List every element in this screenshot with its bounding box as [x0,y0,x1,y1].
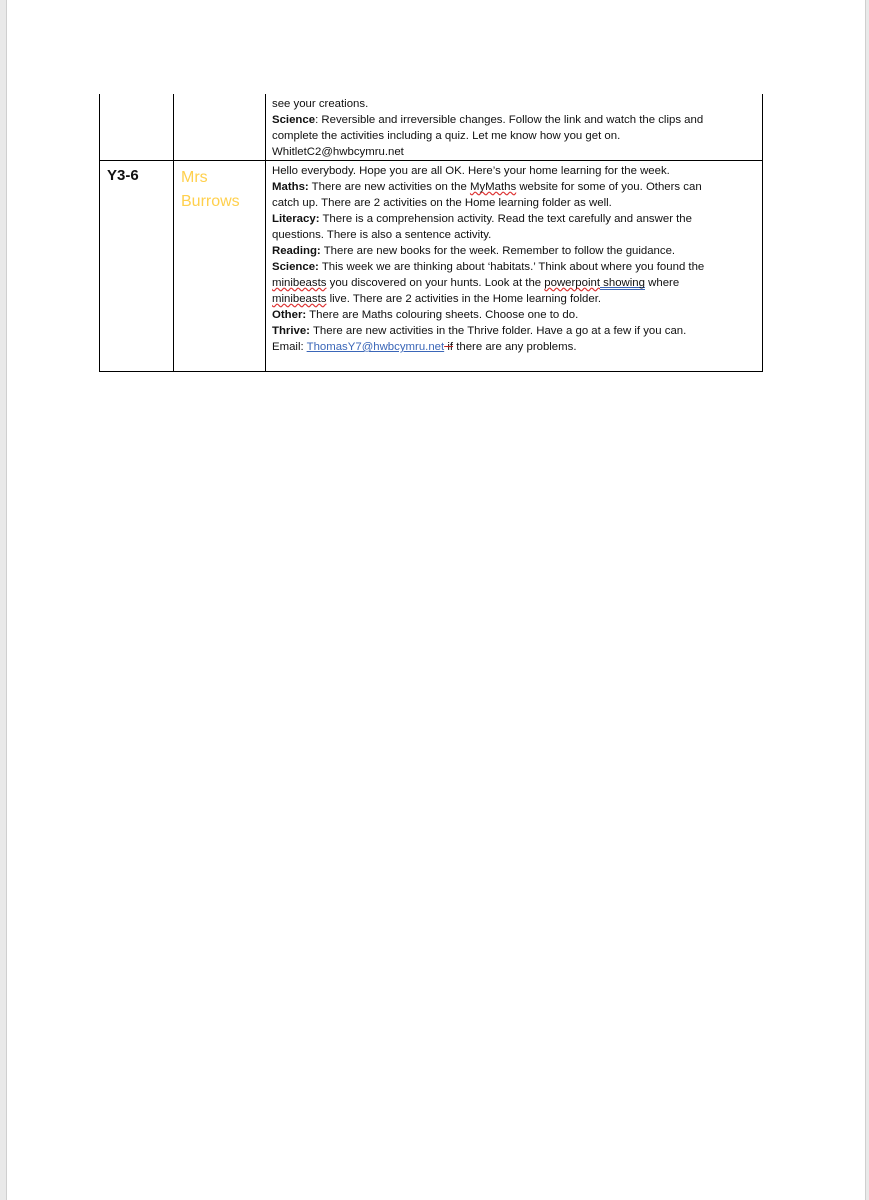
reading-line [272,243,758,259]
year-cell [100,161,174,372]
science-text: live. There are 2 activities in the Home learning folder. [326,293,602,305]
maths-label: Maths: [272,181,309,193]
text-line: complete the activities including a quiz. Let me know how you get on. [272,130,621,142]
science-text: where [644,277,680,289]
science-line [272,112,758,128]
email-link[interactable]: ThomasY7@hwbcymru.net [306,341,445,353]
minibeasts-word: minibeasts [272,293,327,305]
activities-cell [266,161,763,372]
reading-text: There are new books for the week. Remember to follow the guidance. [320,245,676,257]
powerpoint-word: powerpoint [544,277,601,289]
mymaths-word: MyMaths [469,181,517,193]
science-line [272,259,758,275]
science-text: This week we are thinking about ‘habitats.’ Think about where you found the [318,261,705,273]
maths-line-cont: catch up. There are 2 activities on the Home learning folder as well. [272,197,612,209]
minibeasts-word: minibeasts [272,277,327,289]
email-text: WhitletC2@hwbcymru.net [272,146,404,158]
literacy-line [272,211,758,227]
other-label: Other: [272,309,307,321]
literacy-label: Literacy: [272,213,320,225]
email-text: there are any problems. [453,341,577,353]
year-cell [100,94,174,161]
email-line [272,339,758,355]
intro-line: Hello everybody. Hope you are all OK. Here’s your home learning for the week. [272,165,670,177]
thrive-label: Thrive: [272,325,310,337]
maths-text-end: website for some of you. Others can [516,181,702,193]
maths-text: There are new activities on the [308,181,470,193]
other-text: There are Maths colouring sheets. Choose one to do. [306,309,579,321]
table-row [100,161,763,372]
reading-label: Reading: [272,245,321,257]
teacher-cell [174,161,266,372]
year-group: Y3-6 [107,167,139,184]
thrive-text: There are new activities in the Thrive folder. Have a go at a few if you can. [309,325,687,337]
showing-word: showing [600,277,645,289]
science-line-3 [272,291,758,307]
science-text: you discovered on your hunts. Look at the [326,277,545,289]
struck-word: if [444,341,454,353]
text-line: see your creations. [272,98,369,110]
teacher-cell [174,94,266,161]
table-row [100,94,763,161]
literacy-line-cont: questions. There is also a sentence activity. [272,229,492,241]
literacy-text: There is a comprehension activity. Read the text carefully and answer the [319,213,692,225]
science-line-2 [272,275,758,291]
teacher-surname: Burrows [181,193,240,210]
maths-line [272,179,758,195]
activities-cell [266,94,763,161]
science-label: Science: [272,261,319,273]
other-line [272,307,758,323]
science-label: Science [272,114,316,126]
home-learning-table [99,94,763,372]
email-label: Email: [272,341,307,353]
teacher-name [174,161,265,214]
science-text: : Reversible and irreversible changes. Follow the link and watch the clips and [315,114,704,126]
teacher-title: Mrs [181,169,208,186]
thrive-line [272,323,758,339]
document-page [6,0,866,1200]
